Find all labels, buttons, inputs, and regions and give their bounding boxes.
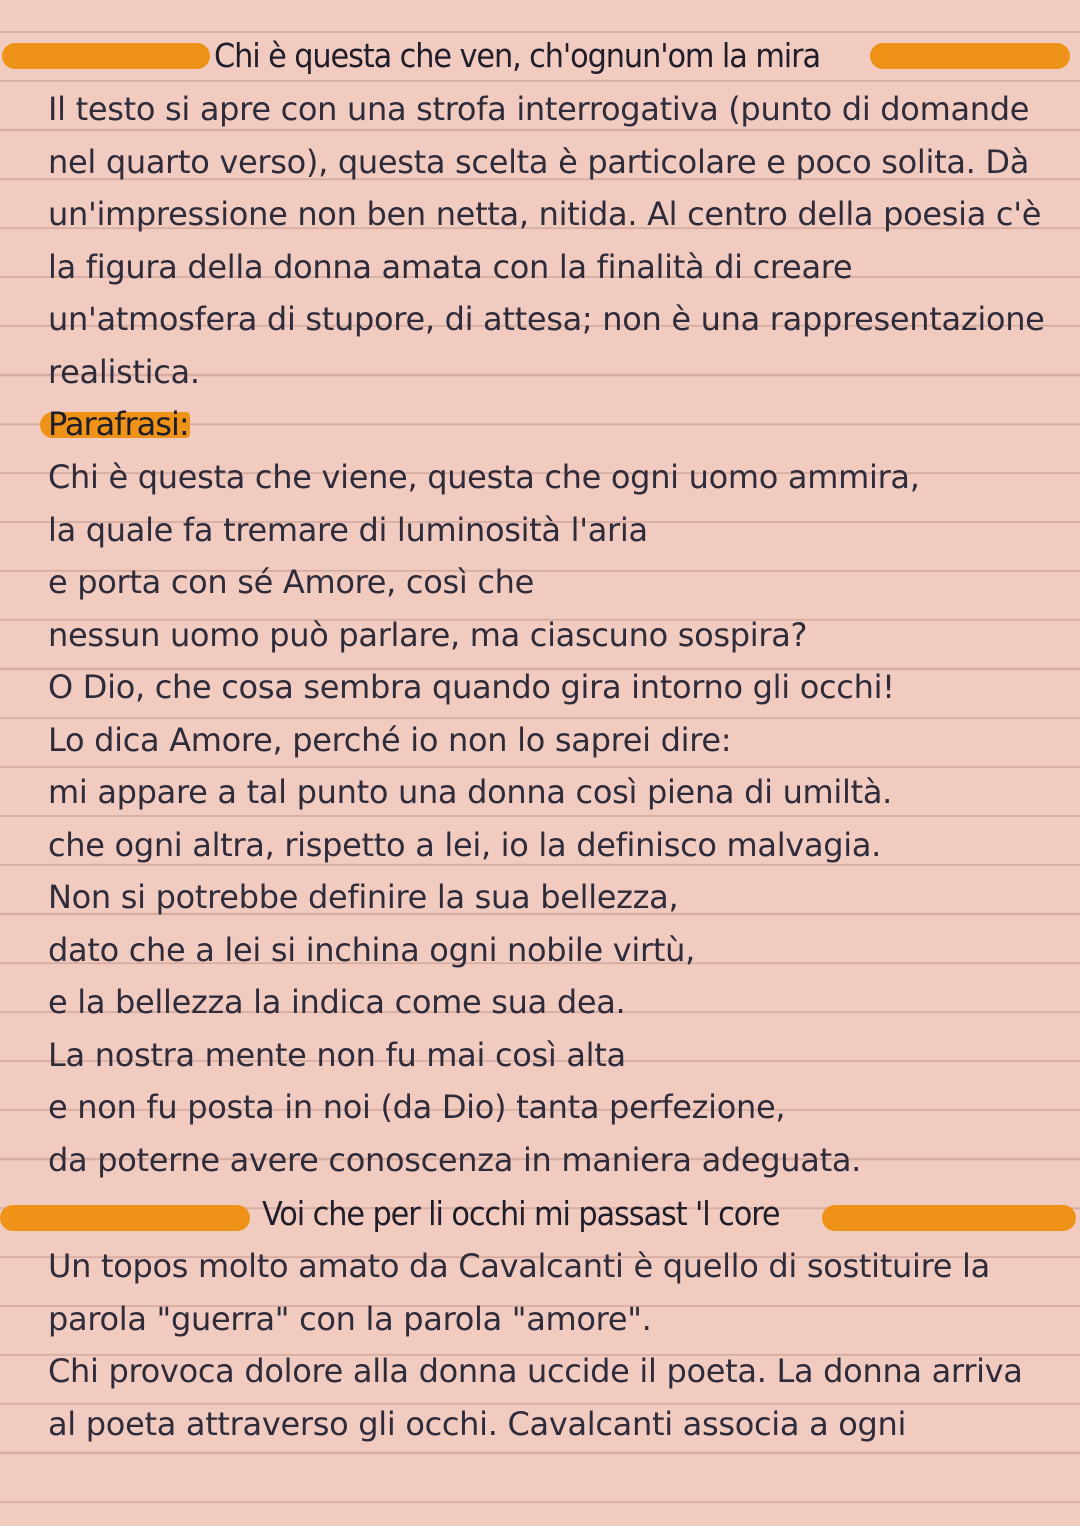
heading-decoration-right: [822, 1205, 1076, 1231]
paraphrase-text: [48, 451, 1048, 1186]
section-heading-2: [0, 1188, 1080, 1240]
paraphrase-line: la quale fa tremare di luminosità l'aria: [48, 510, 648, 549]
paraphrase-line: dato che a lei si inchina ogni nobile virtù,: [48, 930, 695, 969]
heading-decoration-left: [0, 1205, 250, 1231]
heading-decoration-right: [870, 43, 1070, 69]
heading-decoration-left: [2, 43, 210, 69]
paraphrase-line: da poterne avere conoscenza in maniera adeguata.: [48, 1140, 862, 1179]
text-line: un'impressione non ben netta, nitida. Al centro della poesia c'è: [48, 195, 1042, 233]
text-line: Un topos molto amato da Cavalcanti è quello di sostituire la: [48, 1247, 990, 1285]
text-line: la figura della donna amata con la finalità di creare: [48, 247, 853, 286]
heading-title-1: Chi è questa che ven, ch'ognun'om la mira: [214, 36, 821, 75]
paraphrase-line: e la bellezza la indica come sua dea.: [48, 983, 626, 1021]
heading-title-2: Voi che per li occhi mi passast 'l core: [262, 1194, 780, 1233]
text-line: un'atmosfera di stupore, di attesa; non è una rappresentazione: [48, 300, 1045, 338]
text-line: nel quarto verso), questa scelta è particolare e poco solita. Dà: [48, 142, 1030, 181]
paraphrase-line: La nostra mente non fu mai così alta: [48, 1035, 626, 1074]
section-heading-1: [0, 30, 1080, 82]
paraphrase-label-text: Parafrasi:: [48, 405, 189, 443]
text-line: realistica.: [48, 352, 200, 391]
text-line: Chi provoca dolore alla donna uccide il poeta. La donna arriva: [48, 1352, 1023, 1390]
paraphrase-line: Lo dica Amore, perché io non lo saprei dire:: [48, 720, 732, 759]
text-line: parola "guerra" con la parola "amore".: [48, 1299, 652, 1338]
paraphrase-line: O Dio, che cosa sembra quando gira intorno gli occhi!: [48, 668, 895, 706]
text-line: Il testo si apre con una strofa interrogativa (punto di domande: [48, 90, 1030, 128]
paraphrase-line: Non si potrebbe definire la sua bellezza,: [48, 878, 679, 916]
section2-paragraph: [48, 1240, 1048, 1450]
paraphrase-line: Chi è questa che viene, questa che ogni uomo ammira,: [48, 458, 920, 496]
paraphrase-line: che ogni altra, rispetto a lei, io la definisco malvagia.: [48, 825, 882, 864]
text-line: al poeta attraverso gli occhi. Cavalcanti associa a ogni: [48, 1404, 907, 1443]
paraphrase-line: nessun uomo può parlare, ma ciascuno sospira?: [48, 615, 808, 654]
paraphrase-line: mi appare a tal punto una donna così piena di umiltà.: [48, 773, 893, 811]
paraphrase-line: e porta con sé Amore, così che: [48, 563, 534, 601]
paraphrase-line: e non fu posta in noi (da Dio) tanta perfezione,: [48, 1088, 786, 1126]
intro-paragraph: [48, 83, 1048, 398]
